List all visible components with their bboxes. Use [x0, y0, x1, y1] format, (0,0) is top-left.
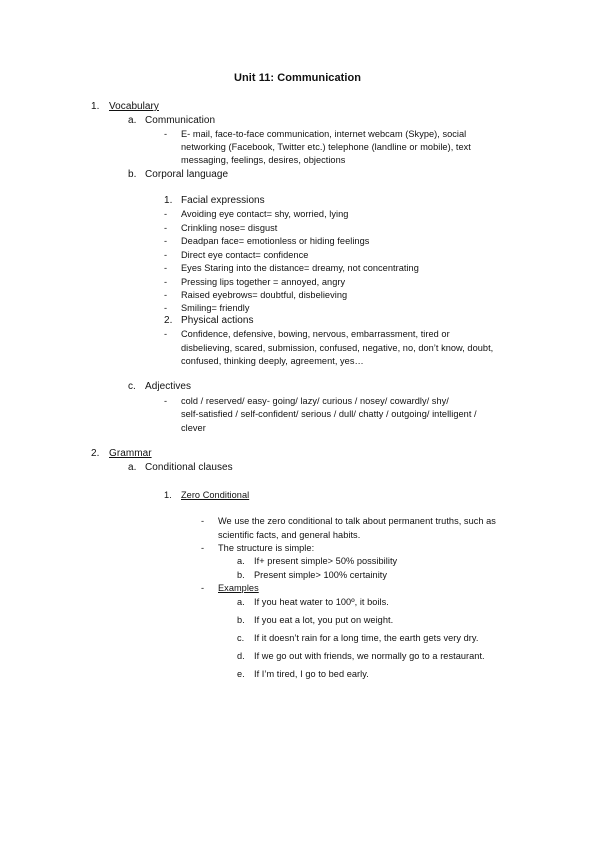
- item-letter: b.: [237, 615, 245, 625]
- item-letter: b.: [128, 169, 137, 180]
- item-letter: a.: [128, 115, 137, 126]
- facial-expression-item: Smiling= friendly: [181, 303, 250, 313]
- structure-item: If+ present simple> 50% possibility: [254, 556, 398, 566]
- list-number: 1.: [164, 195, 173, 206]
- facial-expression-item: Direct eye contact= confidence: [181, 250, 309, 260]
- item-letter: b.: [237, 570, 245, 580]
- item-letter: c.: [237, 633, 245, 643]
- bullet-dash: -: [164, 303, 168, 313]
- subheading-physical-actions: Physical actions: [181, 315, 254, 326]
- bullet-dash: -: [164, 129, 168, 139]
- section-number: 2.: [91, 448, 100, 459]
- communication-line: networking (Facebook, Twitter etc.) telephone (landline or mobile), text: [181, 142, 471, 152]
- section-number: 1.: [91, 101, 100, 112]
- section-heading-vocabulary: Vocabulary: [109, 101, 159, 112]
- zero-conditional-use-line: scientific facts, and general habits.: [218, 530, 361, 540]
- subheading-adjectives: Adjectives: [145, 381, 192, 392]
- structure-item: Present simple> 100% certainity: [254, 570, 388, 580]
- item-letter: a.: [128, 462, 137, 473]
- bullet-dash: -: [164, 209, 168, 219]
- bullet-dash: -: [164, 236, 168, 246]
- page-title: Unit 11: Communication: [234, 72, 361, 84]
- item-letter: a.: [237, 556, 245, 566]
- communication-line: E- mail, face-to-face communication, internet webcam (Skype), social: [181, 129, 467, 139]
- example-sentence: If you eat a lot, you put on weight.: [254, 615, 394, 625]
- bullet-dash: -: [201, 516, 205, 526]
- bullet-dash: -: [201, 543, 205, 553]
- facial-expression-item: Pressing lips together = annoyed, angry: [181, 277, 346, 287]
- bullet-dash: -: [164, 329, 168, 339]
- item-letter: c.: [128, 381, 136, 392]
- physical-actions-line: confused, thinking deeply, agreement, yes…: [181, 356, 364, 366]
- item-letter: d.: [237, 651, 245, 661]
- list-number: 2.: [164, 315, 173, 326]
- facial-expression-item: Raised eyebrows= doubtful, disbelieving: [181, 290, 348, 300]
- subheading-communication: Communication: [145, 115, 216, 126]
- subheading-zero-conditional: Zero Conditional: [181, 490, 250, 500]
- item-letter: e.: [237, 669, 245, 679]
- list-number: 1.: [164, 490, 172, 500]
- bullet-dash: -: [201, 583, 205, 593]
- examples-label: Examples: [218, 583, 259, 593]
- zero-conditional-use-line: We use the zero conditional to talk about permanent truths, such as: [218, 516, 496, 526]
- facial-expression-item: Crinkling nose= disgust: [181, 223, 278, 233]
- bullet-dash: -: [164, 263, 168, 273]
- bullet-dash: -: [164, 250, 168, 260]
- example-sentence: If it doesn’t rain for a long time, the earth gets very dry.: [254, 633, 479, 643]
- bullet-dash: -: [164, 396, 168, 406]
- example-sentence: If we go out with friends, we normally go to a restaurant.: [254, 651, 485, 661]
- subheading-corporal-language: Corporal language: [145, 169, 229, 180]
- example-sentence: If you heat water to 100º, it boils.: [254, 597, 389, 607]
- facial-expression-item: Eyes Staring into the distance= dreamy, not concentrating: [181, 263, 419, 273]
- section-heading-grammar: Grammar: [109, 448, 152, 459]
- example-sentence: If I’m tired, I go to bed early.: [254, 669, 369, 679]
- adjectives-line: self-satisfied / self-confident/ serious / dull/ chatty / outgoing/ intelligent /: [181, 409, 477, 419]
- facial-expression-item: Avoiding eye contact= shy, worried, lying: [181, 209, 349, 219]
- physical-actions-line: Confidence, defensive, bowing, nervous, embarrassment, tired or: [181, 329, 450, 339]
- adjectives-line: clever: [181, 423, 206, 433]
- bullet-dash: -: [164, 223, 168, 233]
- subheading-facial-expressions: Facial expressions: [181, 195, 265, 206]
- physical-actions-line: disbelieving, scared, submission, confused, negative, no, don’t know, doubt,: [181, 343, 494, 353]
- bullet-dash: -: [164, 277, 168, 287]
- adjectives-line: cold / reserved/ easy- going/ lazy/ curious / nosey/ cowardly/ shy/: [181, 396, 449, 406]
- communication-line: messaging, feelings, desires, objections: [181, 155, 346, 165]
- structure-intro: The structure is simple:: [218, 543, 315, 553]
- subheading-conditional-clauses: Conditional clauses: [145, 462, 233, 473]
- facial-expression-item: Deadpan face= emotionless or hiding feelings: [181, 236, 370, 246]
- item-letter: a.: [237, 597, 245, 607]
- bullet-dash: -: [164, 290, 168, 300]
